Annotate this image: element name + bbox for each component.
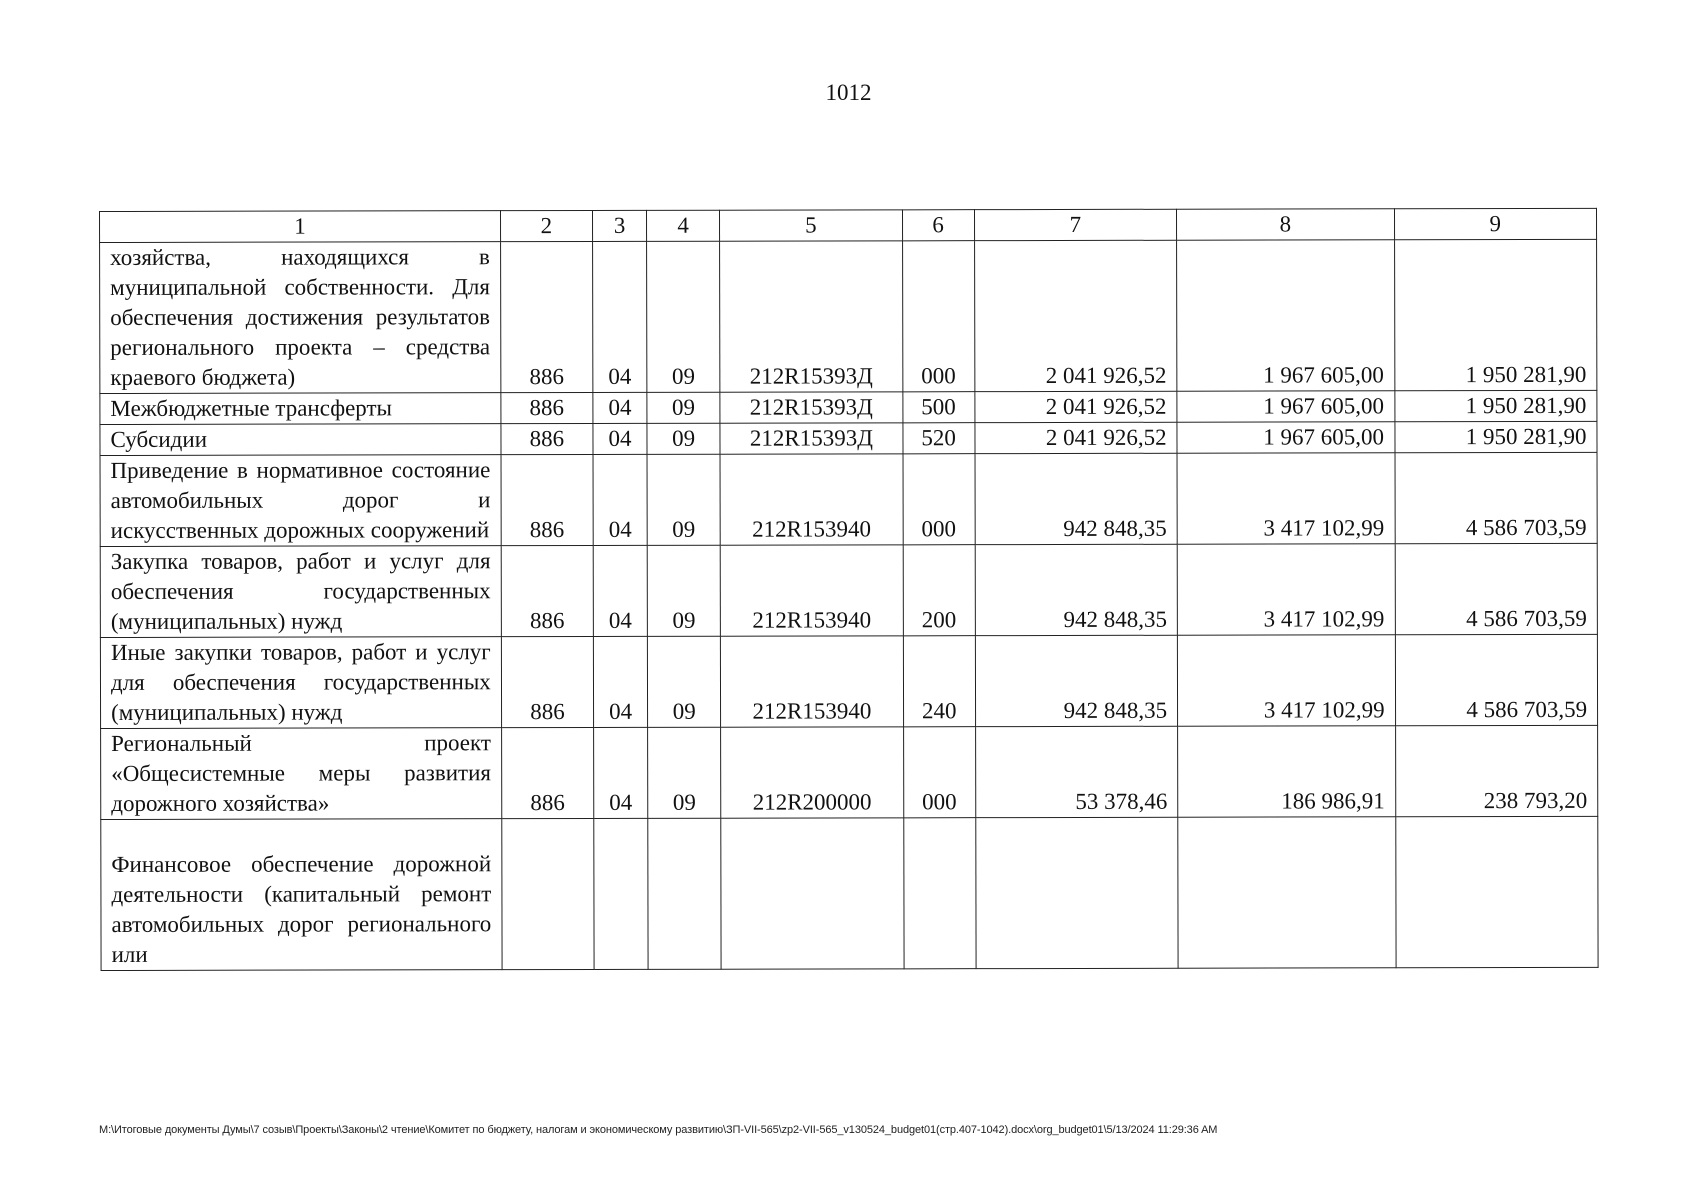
row-code-2: 886 [501, 454, 593, 545]
header-cell: 4 [647, 210, 720, 241]
table-row [100, 421, 1597, 455]
row-amount-9: 4 586 703,59 [1395, 634, 1598, 725]
row-amount-9: 4 586 703,59 [1395, 452, 1598, 543]
row-code-3: 04 [593, 636, 647, 727]
row-code-5: 212R153940 [721, 636, 904, 727]
row-amount-8: 3 417 102,99 [1177, 453, 1395, 544]
row-code-6: 000 [902, 241, 974, 392]
row-amount-7: 942 848,35 [975, 453, 1178, 544]
file-path-footer: М:\Итоговые документы Думы\7 созыв\Проекты\Законы\2 чтение\Комитет по бюджету, налогам и экономическому развитию\ЗП-VII-565\zp2-VII-565_v130524_budget01(стр.407-1042).docx\org_budget01\5/13/2024 11:29:36 AM [99, 1124, 1218, 1136]
row-code-2: 886 [501, 423, 593, 454]
page-number: 1012 [825, 80, 872, 105]
row-code-4: 09 [647, 392, 720, 423]
header-cell: 2 [500, 210, 592, 241]
header-cell: 9 [1394, 208, 1597, 239]
row-amount-9 [1395, 816, 1598, 967]
row-code-6: 000 [903, 454, 975, 545]
row-code-6: 000 [903, 727, 975, 818]
row-code-3: 04 [593, 545, 647, 636]
row-amount-7: 942 848,35 [975, 544, 1178, 635]
header-cell: 7 [974, 209, 1176, 240]
header-cell: 5 [720, 210, 902, 241]
table-row [100, 452, 1597, 546]
row-name-cell: Региональный проект «Общесистемные меры развития дорожного хозяйства» [101, 728, 502, 820]
row-code-6: 520 [903, 423, 975, 454]
header-cell: 3 [592, 210, 646, 241]
header-cell: 1 [100, 211, 501, 243]
row-name-cell: хозяйства, находящихся в муниципальной собственности. Для обеспечения достижения результатов регионального проекта – средства краевого бюджета) [100, 242, 501, 394]
row-code-2 [502, 818, 594, 969]
row-amount-8: 1 967 605,00 [1177, 391, 1394, 422]
row-code-5: 212R15393Д [720, 392, 902, 423]
table-row [101, 816, 1598, 970]
row-code-5: 212R15393Д [720, 241, 903, 392]
row-code-3: 04 [593, 423, 647, 454]
row-amount-9: 1 950 281,90 [1394, 390, 1597, 421]
row-amount-8: 3 417 102,99 [1177, 544, 1395, 635]
row-code-3: 04 [593, 392, 647, 423]
row-code-4: 09 [647, 241, 720, 392]
table-row [100, 239, 1597, 393]
row-amount-9: 1 950 281,90 [1394, 239, 1597, 390]
row-code-4: 09 [648, 727, 721, 818]
row-amount-8 [1178, 817, 1396, 968]
header-cell: 6 [902, 210, 974, 241]
row-code-3: 04 [593, 241, 647, 392]
row-code-2: 886 [501, 545, 593, 636]
row-code-2: 886 [501, 636, 593, 727]
row-code-4: 09 [647, 545, 720, 636]
row-code-6 [903, 818, 975, 969]
row-code-3 [594, 818, 648, 969]
row-amount-7: 2 041 926,52 [975, 391, 1177, 422]
row-code-5 [721, 818, 904, 969]
header-row [100, 208, 1597, 242]
table-row [100, 634, 1597, 728]
row-code-5: 212R153940 [720, 454, 903, 545]
row-amount-8: 1 967 605,00 [1177, 422, 1394, 453]
row-amount-8: 186 986,91 [1178, 726, 1396, 817]
row-code-6: 500 [902, 392, 974, 423]
row-name-cell: Иные закупки товаров, работ и услуг для обеспечения государственных (муниципальных) нужд [100, 637, 501, 729]
row-amount-7 [975, 817, 1178, 968]
row-amount-7: 2 041 926,52 [974, 240, 1177, 391]
row-code-6: 200 [903, 545, 975, 636]
row-code-4 [648, 818, 721, 969]
row-code-5: 212R15393Д [720, 423, 902, 454]
row-code-5: 212R153940 [720, 545, 903, 636]
row-name-cell: Межбюджетные трансферты [100, 393, 501, 425]
row-name-cell: Субсидии [100, 424, 501, 456]
row-amount-9: 4 586 703,59 [1395, 543, 1598, 634]
row-code-3: 04 [594, 727, 648, 818]
row-code-5: 212R200000 [721, 727, 904, 818]
row-code-2: 886 [501, 392, 593, 423]
row-amount-7: 2 041 926,52 [975, 422, 1177, 453]
row-name-cell: Приведение в нормативное состояние автомобильных дорог и искусственных дорожных сооружений [100, 455, 501, 547]
row-amount-8: 1 967 605,00 [1177, 240, 1395, 391]
row-code-2: 886 [501, 727, 593, 818]
row-amount-7: 942 848,35 [975, 635, 1178, 726]
table-row [101, 725, 1598, 819]
row-code-6: 240 [903, 636, 975, 727]
row-code-2: 886 [500, 241, 592, 392]
row-amount-7: 53 378,46 [975, 726, 1178, 817]
row-code-3: 04 [593, 454, 647, 545]
row-amount-9: 1 950 281,90 [1394, 421, 1597, 452]
row-code-4: 09 [647, 454, 720, 545]
row-name-cell: Закупка товаров, работ и услуг для обеспечения государственных (муниципальных) нужд [100, 546, 501, 638]
budget-table [99, 208, 1599, 971]
table-row [100, 390, 1597, 424]
row-code-4: 09 [647, 423, 720, 454]
row-amount-9: 238 793,20 [1395, 725, 1598, 816]
row-name-cell: Финансовое обеспечение дорожной деятельности (капитальный ремонт автомобильных дорог регионального или [101, 819, 502, 971]
row-amount-8: 3 417 102,99 [1177, 635, 1395, 726]
row-code-4: 09 [647, 636, 720, 727]
table-row [100, 543, 1597, 637]
header-cell: 8 [1177, 209, 1394, 240]
